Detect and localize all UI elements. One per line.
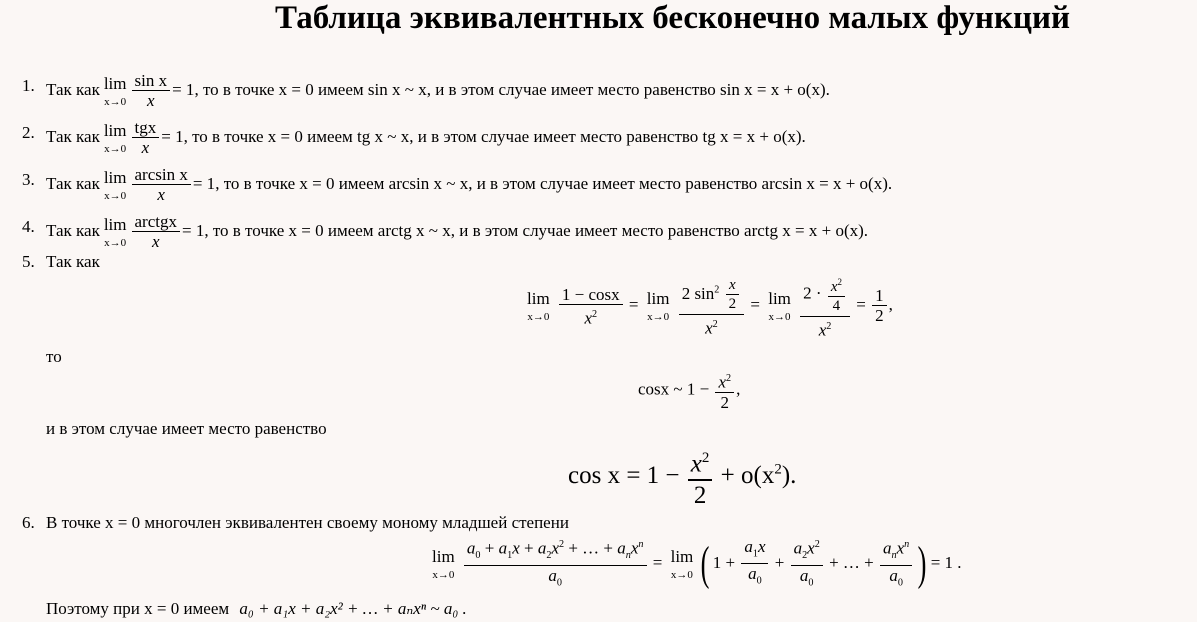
item-number: 2. [22,123,35,142]
fraction: $\frac{\text{arcsin x}}{x}$ [132,166,191,204]
item-5-intro: Так как [46,252,100,271]
item-5-limit-chain: lim x→0 $\frac{1 - \cos x}{x^2}$ = lim x→0 2 $\sin^2$ $\frac{x}{2}$ $x^2$ = lim x→0 2 · $\frac{x^2}{4}$ $x^2$ = $\frac{1}{2}$ , [523,273,893,340]
item-5-number: 5. [22,252,35,271]
item-number: 4. [22,217,35,236]
item-number: 1. [22,76,35,95]
page-title: Таблица эквивалентных бесконечно малых функций [275,0,1070,36]
lim-operator: lim x→0 [103,73,127,108]
list-item [46,213,868,251]
item-6-text: В точке x = 0 многочлен эквивалентен своему моному младшей степени [46,513,569,532]
item-6-number: 6. [22,513,35,532]
item-eq: = 1 [161,126,184,146]
lim-operator: lim x→0 [103,167,127,202]
item-suffix: , то в точке x = 0 имеем sin x ~ x, и в этом случае имеет место равенство sin x = x + o(x). [194,79,830,99]
item-5-cos-equivalence: cosx ~ 1 − $\frac{x^2}{2}$ , [638,372,741,412]
lim-operator: lim x→0 [527,288,550,323]
lim-operator: lim x→0 [768,288,791,323]
item-prefix: Так как [46,173,100,193]
item-5-and-text: и в этом случае имеет место равенство [46,419,327,438]
fraction-one-half: $\frac{1}{2}$ [872,287,887,325]
fraction: $\frac{\text{sin x}}{x}$ [132,72,171,110]
lim-operator: lim x→0 [103,214,127,249]
item-5-final-formula: cos x = 1 − $\frac{x^2}{2}$ + $o(x^2)$. [568,450,797,510]
list-item [46,119,806,157]
item-5-to: то [46,347,62,366]
item-eq: = 1 [192,173,216,193]
item-prefix: Так как [46,220,100,240]
item-6-conclusion: Поэтому при x = 0 имеем a₀ + a₁x + a₂x² + … + aₙxⁿ ~ a₀ . [46,599,467,618]
fraction: tgx x [132,119,160,157]
lim-operator: lim x→0 [103,120,127,155]
lim-operator: lim x→0 [432,546,455,581]
item-suffix: , то в точке x = 0 имеем arctg x ~ x, и в этом случае имеет место равенство arctg x = x + o(x). [204,220,869,240]
item-suffix: , то в точке x = 0 имеем tg x ~ x, и в этом случае имеет место равенство tg x = x + o(x). [183,126,806,146]
item-eq: = 1 [172,79,195,99]
item-6-limit-formula: lim x→0 $a_0 + a_1x + a_2x^2$ + … + $a_nx^n$ $a_0$ = lim x→0 ( 1 + $\frac{a_1x}{a_0}$ + $\frac{a_2x^2}{a_0}$ + … + $a_nx^n$ $a_0$ ) = 1 . [428,536,962,592]
fraction: 2 $\sin^2$ $\frac{x}{2}$ $x^2$ [679,276,744,338]
lim-operator: lim x→0 [670,546,694,581]
item-number: 3. [22,170,35,189]
item-prefix: Так как [46,126,100,146]
fraction: arctgx x [132,213,180,251]
list-item [46,72,830,110]
fraction: 2 · $\frac{x^2}{4}$ $x^2$ [800,273,850,340]
list-item [46,166,892,204]
item-suffix: , то в точке x = 0 имеем arcsin x ~ x, и в этом случае имеет место равенство arcsin x = x + o(x). [215,173,893,193]
fraction: $\frac{1 - \cos x}{x^2}$ [559,286,623,328]
item-prefix: Так как [46,79,100,99]
lim-operator: lim x→0 [646,288,670,323]
item-eq: = 1 [181,220,205,240]
